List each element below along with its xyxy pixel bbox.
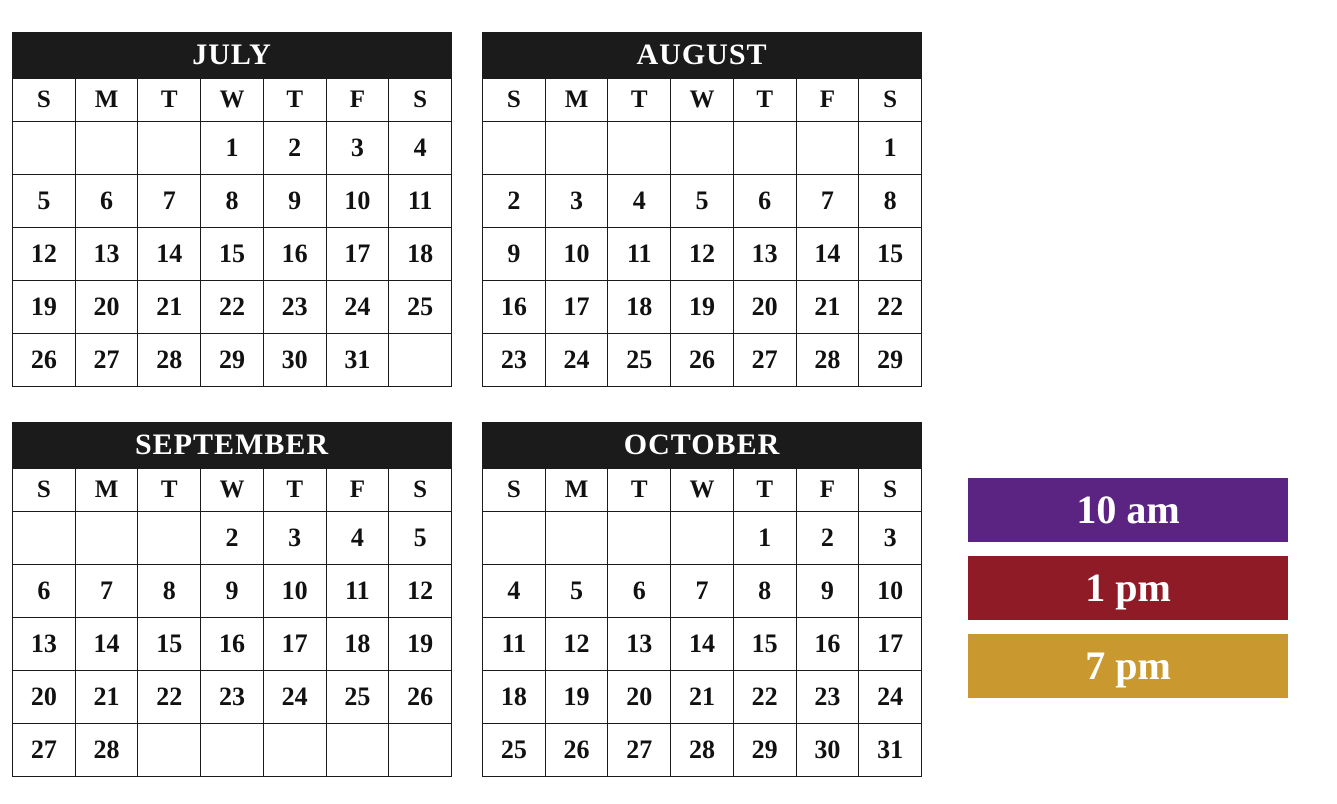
- day-cell[interactable]: 27: [608, 724, 671, 777]
- month-title-september: SEPTEMBER: [12, 422, 452, 468]
- day-cell[interactable]: 21: [671, 671, 734, 724]
- day-cell[interactable]: 5: [671, 175, 734, 228]
- day-cell[interactable]: 9: [263, 175, 326, 228]
- day-cell[interactable]: 11: [389, 175, 452, 228]
- day-cell[interactable]: 8: [138, 565, 201, 618]
- day-cell[interactable]: 24: [263, 671, 326, 724]
- weekday-header: T: [138, 79, 201, 122]
- day-cell[interactable]: 25: [483, 724, 546, 777]
- weekday-header: W: [671, 469, 734, 512]
- week-row: [483, 281, 922, 334]
- day-cell[interactable]: 27: [75, 334, 138, 387]
- day-cell[interactable]: 31: [859, 724, 922, 777]
- day-cell[interactable]: 20: [75, 281, 138, 334]
- day-cell[interactable]: 29: [201, 334, 264, 387]
- weekday-header: T: [608, 469, 671, 512]
- weekday-header: F: [326, 469, 389, 512]
- week-row: [483, 175, 922, 228]
- day-cell[interactable]: 13: [13, 618, 76, 671]
- day-cell[interactable]: 29: [859, 334, 922, 387]
- day-cell[interactable]: 22: [201, 281, 264, 334]
- day-cell[interactable]: 23: [263, 281, 326, 334]
- weekday-header: F: [796, 469, 859, 512]
- day-cell[interactable]: 4: [608, 175, 671, 228]
- empty-cell: [733, 122, 796, 175]
- week-row: [13, 281, 452, 334]
- empty-cell: [671, 122, 734, 175]
- month-grid-october: [482, 468, 922, 777]
- empty-cell: [75, 512, 138, 565]
- day-cell[interactable]: 13: [733, 228, 796, 281]
- day-cell[interactable]: 2: [483, 175, 546, 228]
- day-cell[interactable]: 19: [671, 281, 734, 334]
- week-row: [13, 122, 452, 175]
- day-cell[interactable]: 26: [389, 671, 452, 724]
- day-cell[interactable]: 22: [138, 671, 201, 724]
- day-cell[interactable]: 3: [859, 512, 922, 565]
- week-row: [483, 512, 922, 565]
- day-cell[interactable]: 26: [13, 334, 76, 387]
- day-cell[interactable]: 31: [326, 334, 389, 387]
- weekday-header: S: [389, 79, 452, 122]
- day-cell[interactable]: 5: [389, 512, 452, 565]
- day-cell[interactable]: 6: [75, 175, 138, 228]
- day-cell[interactable]: 28: [138, 334, 201, 387]
- day-cell[interactable]: 14: [138, 228, 201, 281]
- day-cell[interactable]: 16: [201, 618, 264, 671]
- month-title-october: OCTOBER: [482, 422, 922, 468]
- day-cell[interactable]: 30: [263, 334, 326, 387]
- day-cell[interactable]: 5: [545, 565, 608, 618]
- empty-cell: [326, 724, 389, 777]
- weekday-header: W: [201, 79, 264, 122]
- day-cell[interactable]: 9: [796, 565, 859, 618]
- weekday-header: S: [13, 469, 76, 512]
- weekday-header: W: [671, 79, 734, 122]
- day-cell[interactable]: 26: [671, 334, 734, 387]
- empty-cell: [13, 122, 76, 175]
- day-cell[interactable]: 24: [545, 334, 608, 387]
- day-cell[interactable]: 9: [201, 565, 264, 618]
- weekday-header: S: [483, 469, 546, 512]
- day-cell[interactable]: 20: [13, 671, 76, 724]
- empty-cell: [483, 122, 546, 175]
- legend-item-purple: 10 am: [968, 478, 1288, 542]
- empty-cell: [671, 512, 734, 565]
- month-grid-september: [12, 468, 452, 777]
- empty-cell: [796, 122, 859, 175]
- weekday-header-row: [483, 79, 922, 122]
- weekday-header: T: [138, 469, 201, 512]
- legend-item-gold: 7 pm: [968, 634, 1288, 698]
- week-row: [13, 228, 452, 281]
- day-cell[interactable]: 1: [733, 512, 796, 565]
- empty-cell: [138, 512, 201, 565]
- day-cell[interactable]: 23: [201, 671, 264, 724]
- empty-cell: [545, 122, 608, 175]
- day-cell[interactable]: 6: [13, 565, 76, 618]
- day-cell[interactable]: 18: [326, 618, 389, 671]
- day-cell[interactable]: 30: [796, 724, 859, 777]
- day-cell[interactable]: 15: [733, 618, 796, 671]
- day-cell[interactable]: 10: [263, 565, 326, 618]
- day-cell[interactable]: 6: [733, 175, 796, 228]
- day-cell[interactable]: 16: [263, 228, 326, 281]
- day-cell[interactable]: 17: [263, 618, 326, 671]
- calendar-september: [12, 422, 452, 777]
- day-cell[interactable]: 23: [483, 334, 546, 387]
- day-cell[interactable]: 24: [326, 281, 389, 334]
- day-cell[interactable]: 7: [671, 565, 734, 618]
- day-cell[interactable]: 5: [13, 175, 76, 228]
- weekday-header: S: [859, 469, 922, 512]
- day-cell[interactable]: 23: [796, 671, 859, 724]
- week-row: [13, 724, 452, 777]
- day-cell[interactable]: 18: [389, 228, 452, 281]
- day-cell[interactable]: 21: [138, 281, 201, 334]
- day-cell[interactable]: 6: [608, 565, 671, 618]
- day-cell[interactable]: 19: [13, 281, 76, 334]
- week-row: [483, 122, 922, 175]
- calendar-july: [12, 32, 452, 387]
- weekday-header: M: [545, 79, 608, 122]
- week-row: [483, 228, 922, 281]
- day-cell[interactable]: 9: [483, 228, 546, 281]
- empty-cell: [389, 724, 452, 777]
- day-cell[interactable]: 8: [859, 175, 922, 228]
- day-cell[interactable]: 3: [545, 175, 608, 228]
- day-cell[interactable]: 2: [201, 512, 264, 565]
- day-cell[interactable]: 4: [483, 565, 546, 618]
- weekday-header: T: [733, 79, 796, 122]
- empty-cell: [13, 512, 76, 565]
- day-cell[interactable]: 14: [796, 228, 859, 281]
- day-cell[interactable]: 17: [859, 618, 922, 671]
- day-cell[interactable]: 12: [545, 618, 608, 671]
- day-cell[interactable]: 20: [608, 671, 671, 724]
- day-cell[interactable]: 11: [326, 565, 389, 618]
- day-cell[interactable]: 28: [796, 334, 859, 387]
- empty-cell: [75, 122, 138, 175]
- day-cell[interactable]: 8: [733, 565, 796, 618]
- day-cell[interactable]: 28: [75, 724, 138, 777]
- week-row: [13, 565, 452, 618]
- day-cell[interactable]: 2: [263, 122, 326, 175]
- empty-cell: [263, 724, 326, 777]
- week-row: [483, 618, 922, 671]
- weekday-header: W: [201, 469, 264, 512]
- day-cell[interactable]: 13: [608, 618, 671, 671]
- day-cell[interactable]: 27: [13, 724, 76, 777]
- calendar-october: [482, 422, 922, 777]
- day-cell[interactable]: 4: [326, 512, 389, 565]
- weekday-header: S: [13, 79, 76, 122]
- day-cell[interactable]: 17: [326, 228, 389, 281]
- day-cell[interactable]: 19: [389, 618, 452, 671]
- day-cell[interactable]: 25: [608, 334, 671, 387]
- week-row: [483, 724, 922, 777]
- empty-cell: [608, 512, 671, 565]
- day-cell[interactable]: 12: [389, 565, 452, 618]
- day-cell[interactable]: 10: [545, 228, 608, 281]
- day-cell[interactable]: 19: [545, 671, 608, 724]
- day-cell[interactable]: 3: [326, 122, 389, 175]
- day-cell[interactable]: 25: [389, 281, 452, 334]
- day-cell[interactable]: 24: [859, 671, 922, 724]
- day-cell[interactable]: 15: [201, 228, 264, 281]
- weekday-header: S: [483, 79, 546, 122]
- day-cell[interactable]: 17: [545, 281, 608, 334]
- day-cell[interactable]: 15: [859, 228, 922, 281]
- month-title-august: AUGUST: [482, 32, 922, 78]
- day-cell[interactable]: 12: [13, 228, 76, 281]
- day-cell[interactable]: 14: [75, 618, 138, 671]
- weekday-header: M: [545, 469, 608, 512]
- day-cell[interactable]: 11: [483, 618, 546, 671]
- day-cell[interactable]: 7: [75, 565, 138, 618]
- empty-cell: [138, 724, 201, 777]
- day-cell[interactable]: 28: [671, 724, 734, 777]
- day-cell[interactable]: 1: [201, 122, 264, 175]
- day-cell[interactable]: 4: [389, 122, 452, 175]
- day-cell[interactable]: 16: [483, 281, 546, 334]
- day-cell[interactable]: 27: [733, 334, 796, 387]
- day-cell[interactable]: 14: [671, 618, 734, 671]
- day-cell[interactable]: 22: [859, 281, 922, 334]
- day-cell[interactable]: 26: [545, 724, 608, 777]
- weekday-header-row: [13, 79, 452, 122]
- weekday-header-row: [483, 469, 922, 512]
- day-cell[interactable]: 29: [733, 724, 796, 777]
- weekday-header: T: [733, 469, 796, 512]
- month-grid-july: [12, 78, 452, 387]
- week-row: [13, 671, 452, 724]
- day-cell[interactable]: 13: [75, 228, 138, 281]
- month-grid-august: [482, 78, 922, 387]
- weekday-header-row: [13, 469, 452, 512]
- empty-cell: [201, 724, 264, 777]
- weekday-header: M: [75, 469, 138, 512]
- calendar-august: [482, 32, 922, 387]
- empty-cell: [389, 334, 452, 387]
- week-row: [13, 334, 452, 387]
- day-cell[interactable]: 8: [201, 175, 264, 228]
- weekday-header: F: [326, 79, 389, 122]
- weekday-header: T: [263, 79, 326, 122]
- week-row: [483, 671, 922, 724]
- month-title-july: JULY: [12, 32, 452, 78]
- day-cell[interactable]: 7: [796, 175, 859, 228]
- legend: [968, 478, 1288, 712]
- week-row: [483, 565, 922, 618]
- day-cell[interactable]: 1: [859, 122, 922, 175]
- day-cell[interactable]: 10: [859, 565, 922, 618]
- weekday-header: F: [796, 79, 859, 122]
- day-cell[interactable]: 11: [608, 228, 671, 281]
- empty-cell: [545, 512, 608, 565]
- day-cell[interactable]: 18: [608, 281, 671, 334]
- empty-cell: [138, 122, 201, 175]
- week-row: [13, 512, 452, 565]
- day-cell[interactable]: 25: [326, 671, 389, 724]
- day-cell[interactable]: 3: [263, 512, 326, 565]
- day-cell[interactable]: 15: [138, 618, 201, 671]
- week-row: [13, 618, 452, 671]
- day-cell[interactable]: 21: [796, 281, 859, 334]
- weekday-header: T: [608, 79, 671, 122]
- weekday-header: S: [389, 469, 452, 512]
- week-row: [13, 175, 452, 228]
- day-cell[interactable]: 7: [138, 175, 201, 228]
- day-cell[interactable]: 16: [796, 618, 859, 671]
- weekday-header: T: [263, 469, 326, 512]
- day-cell[interactable]: 20: [733, 281, 796, 334]
- day-cell[interactable]: 18: [483, 671, 546, 724]
- day-cell[interactable]: 10: [326, 175, 389, 228]
- day-cell[interactable]: 2: [796, 512, 859, 565]
- week-row: [483, 334, 922, 387]
- empty-cell: [483, 512, 546, 565]
- weekday-header: S: [859, 79, 922, 122]
- weekday-header: M: [75, 79, 138, 122]
- empty-cell: [608, 122, 671, 175]
- day-cell[interactable]: 12: [671, 228, 734, 281]
- day-cell[interactable]: 22: [733, 671, 796, 724]
- day-cell[interactable]: 21: [75, 671, 138, 724]
- legend-item-maroon: 1 pm: [968, 556, 1288, 620]
